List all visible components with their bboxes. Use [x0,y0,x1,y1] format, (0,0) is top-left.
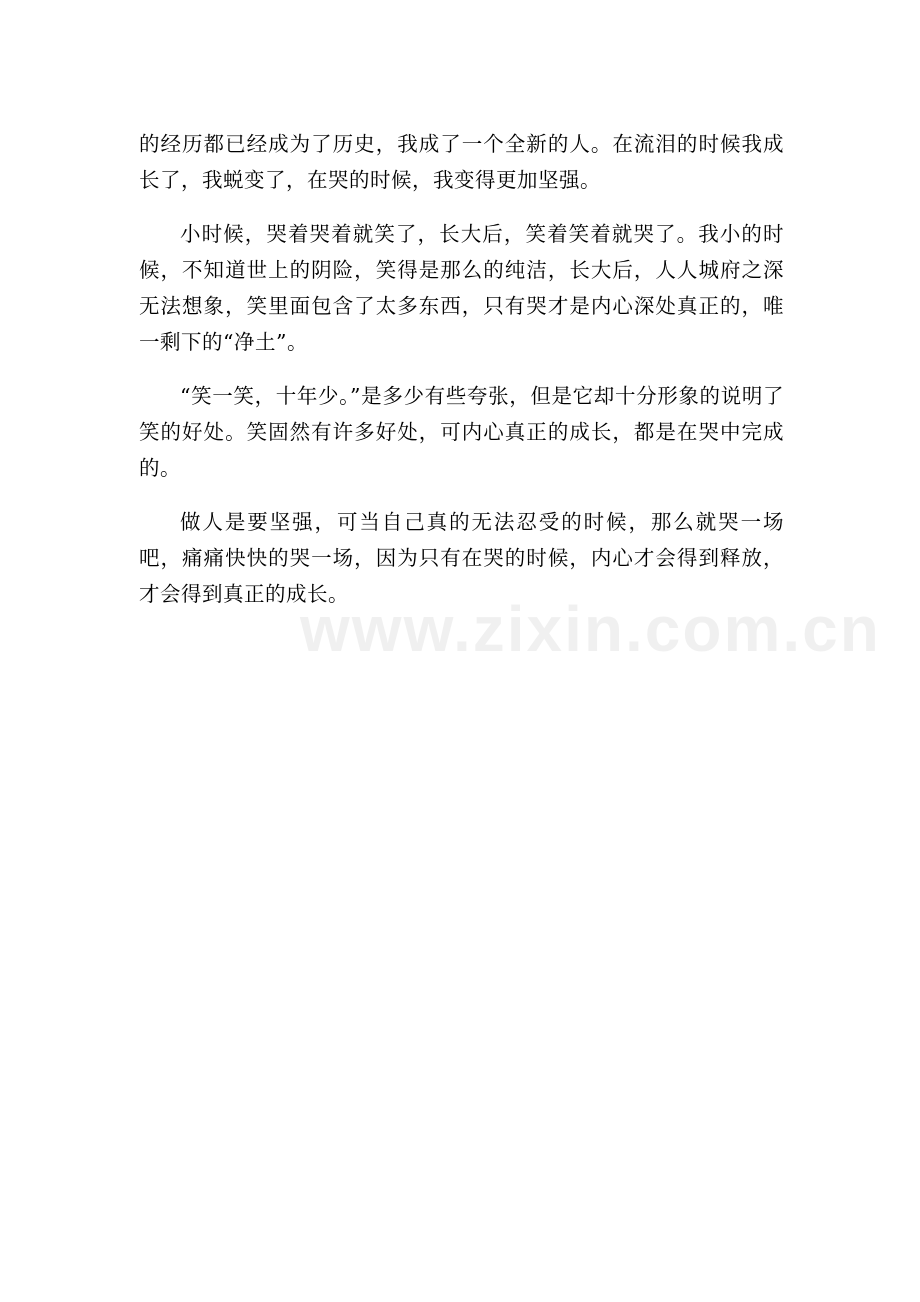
paragraph-continued: 的经历都已经成为了历史，我成了一个全新的人。在流泪的时候我成长了，我蜕变了，在哭的时候，我变得更加坚强。 [139,132,784,192]
paragraph-smile-young: “笑一笑，十年少。”是多少有些夸张，但是它却十分形象的说明了笑的好处。笑固然有许多好处，可内心真正的成长，都是在哭中完成的。 [139,384,784,480]
paragraph-laughing-crying: 小时候，哭着哭着就笑了，长大后，笑着笑着就哭了。我小的时候，不知道世上的阴险，笑得是那么的纯洁，长大后，人人城府之深无法想象，笑里面包含了太多东西，只有哭才是内心深处真正的，唯一剩下的“净土”。 [139,222,784,354]
paragraph-be-strong: 做人是要坚强，可当自己真的无法忍受的时候，那么就哭一场吧，痛痛快快的哭一场，因为只有在哭的时候，内心才会得到释放，才会得到真正的成长。 [139,510,784,606]
document-body [139,126,784,630]
watermark: www.zixin.com.cn [300,593,881,665]
